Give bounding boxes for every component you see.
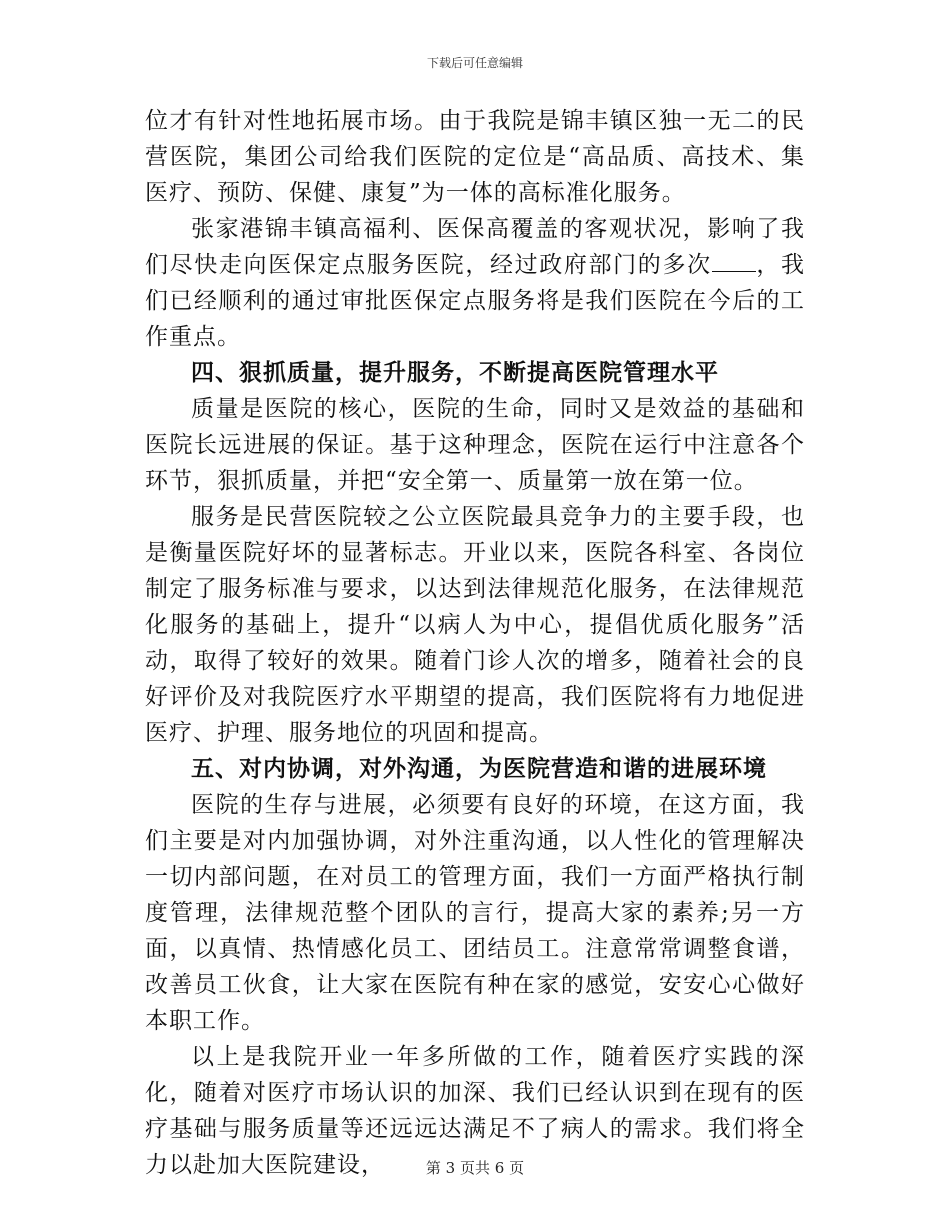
paragraph-insurance-text-start: 张家港锦丰镇高福利、医保高覆盖的客观状况，影响了我们尽快走向医保定点服务医院，经过政府部门的多次 (145, 216, 805, 278)
section-heading-five: 五、对内协调，对外沟通，为医院营造和谐的进展环境 (191, 755, 767, 782)
paragraph-insurance (145, 211, 805, 355)
page-header-note: 下载后可任意编辑 (426, 56, 523, 70)
paragraph-quality: 质量是医院的核心，医院的生命，同时又是效益的基础和医院长远进展的保证。基于这种理念，医院在运行中注意各个环节，狠抓质量，并把“安全第一、质量第一放在第一位。 (145, 396, 805, 494)
section-heading-four: 四、狠抓质量，提升服务，不断提高医院管理水平 (191, 359, 719, 386)
fill-in-blank (712, 251, 756, 272)
document-body (145, 103, 805, 1183)
paragraph-market-positioning: 位才有针对性地拓展市场。由于我院是锦丰镇区独一无二的民营医院，集团公司给我们医院的定位是“高品质、高技术、集医疗、预防、保健、康复”为一体的高标准化服务。 (145, 108, 805, 206)
paragraph-service: 服务是民营医院较之公立医院最具竞争力的主要手段，也是衡量医院好坏的显著标志。开业以来，医院各科室、各岗位制定了服务标准与要求，以达到法律规范化服务，在法律规范化服务的基础上，提升“以病人为中心，提倡优质化服务”活动，取得了较好的效果。随着门诊人次的增多，随着社会的良好评价及对我院医疗水平期望的提高，我们医院将有力地促进医疗、护理、服务地位的巩固和提高。 (145, 504, 805, 746)
paragraph-insurance-text-end: ，我们已经顺利的通过审批医保定点服务将是我们医院在今后的工作重点。 (145, 252, 806, 350)
paragraph-summary: 以上是我院开业一年多所做的工作，随着医疗实践的深化，随着对医疗市场认识的加深、我们已经认识到在现有的医疗基础与服务质量等还远远达满足不了病人的需求。我们将全力以赴加大医院建设， (145, 1044, 805, 1178)
page-number-footer: 第 3 页共 6 页 (425, 1159, 525, 1177)
paragraph-environment: 医院的生存与进展，必须要有良好的环境，在这方面，我们主要是对内加强协调，对外注重沟通，以人性化的管理解决一切内部问题，在对员工的管理方面，我们一方面严格执行制度管理，法律规范整个团队的言行，提高大家的素养;另一方面，以真情、热情感化员工、团结员工。注意常常调整食谱，改善员工伙食，让大家在医院有种在家的感觉，安安心心做好本职工作。 (145, 792, 805, 1034)
